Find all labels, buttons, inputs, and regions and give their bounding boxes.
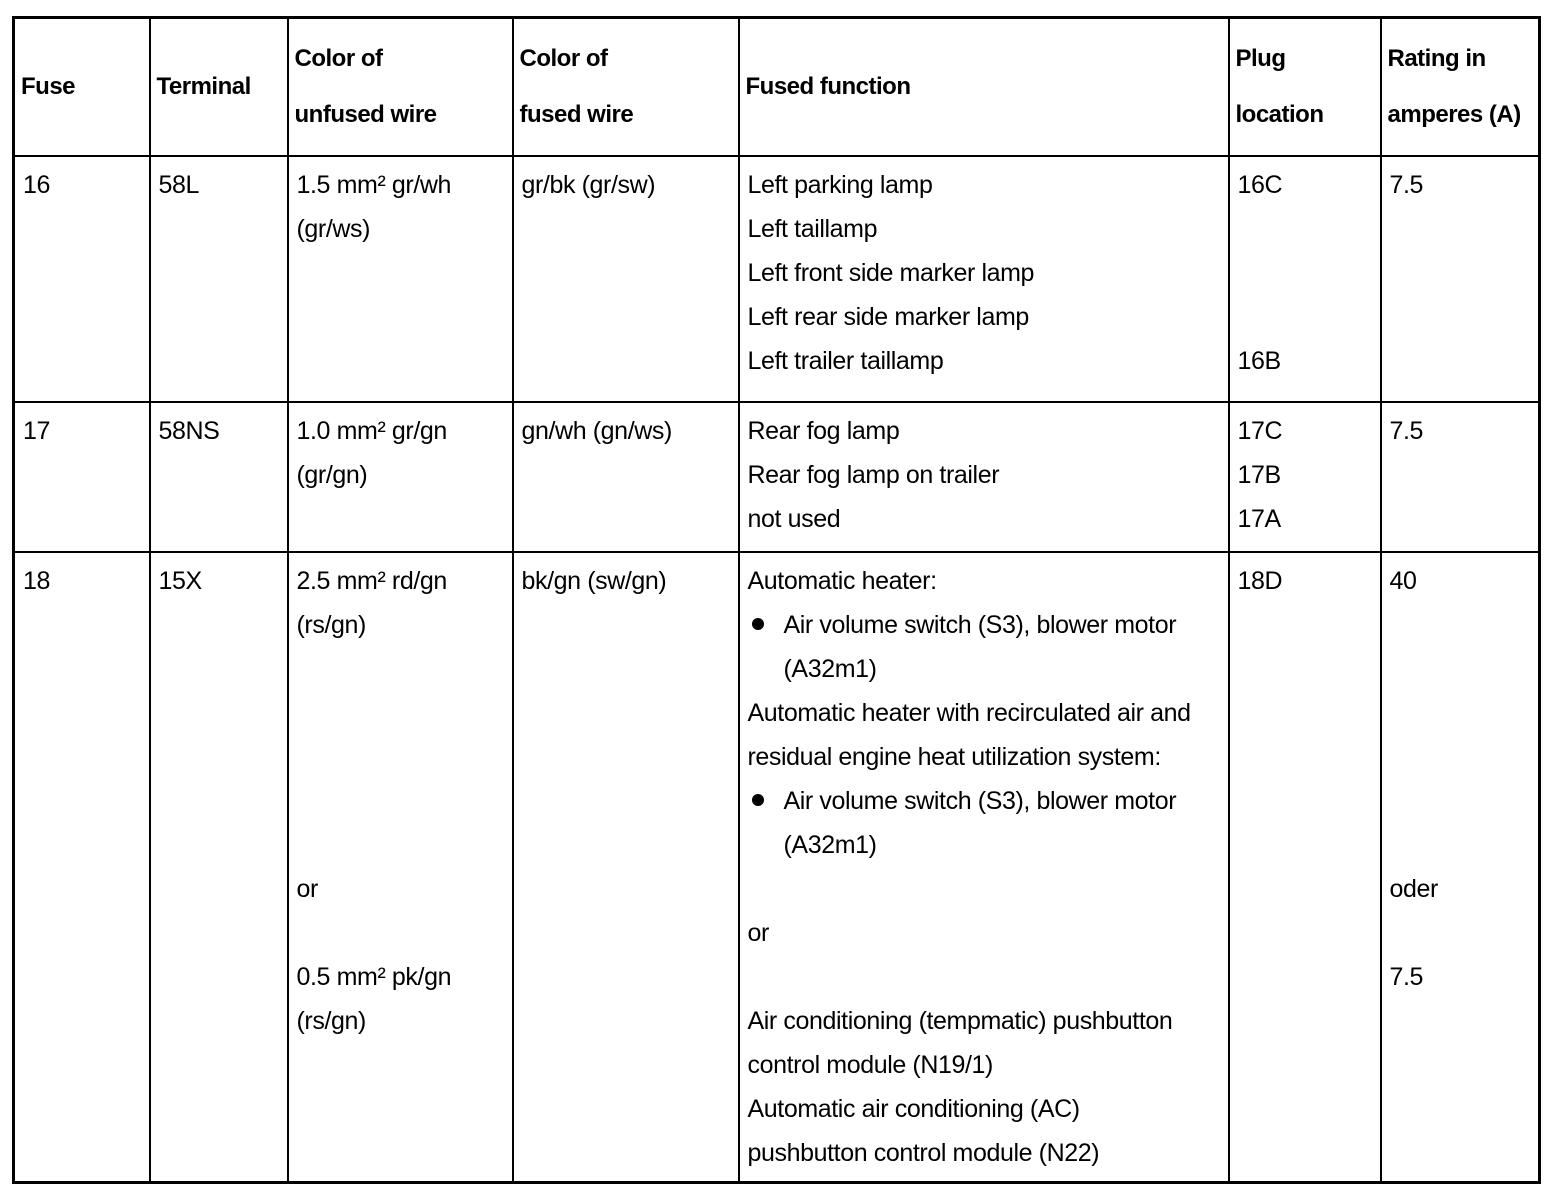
cell-fused-function: [739, 552, 1229, 1183]
header-row: [14, 18, 1540, 156]
header-terminal: Terminal: [150, 18, 288, 156]
plug-text: 17C: [1237, 416, 1283, 445]
fuse-table: [12, 16, 1541, 1184]
plug-text: 16C: [1237, 170, 1283, 199]
table-row: [14, 156, 1540, 402]
cell-fused-wire: bk/gn (sw/gn): [513, 552, 739, 1183]
wire-text: 1.5 mm² gr/wh: [296, 170, 452, 199]
cell-fused-wire: gn/wh (gn/ws): [513, 402, 739, 552]
cell-unfused-wire: [288, 402, 513, 552]
function-text: Left taillamp: [747, 214, 878, 243]
wire-text: (rs/gn): [296, 610, 366, 639]
wire-text: or: [296, 874, 318, 903]
cell-terminal: 58NS: [150, 402, 288, 552]
function-text: Rear fog lamp: [747, 416, 900, 445]
rating-text: oder: [1389, 874, 1438, 903]
function-text: Automatic heater:: [747, 566, 937, 595]
function-text: Automatic heater with recirculated air and: [747, 698, 1191, 727]
header-fuse: Fuse: [14, 18, 150, 156]
cell-plug-location: [1229, 156, 1381, 402]
wire-text: (gr/gn): [296, 460, 368, 489]
function-text: Automatic air conditioning (AC): [747, 1094, 1080, 1123]
cell-unfused-wire: [288, 156, 513, 402]
bullet-continuation: (A32m1): [783, 654, 877, 683]
cell-rating: [1381, 552, 1540, 1183]
header-unfused-wire: Color of unfused wire: [288, 18, 513, 156]
wire-text: 1.0 mm² gr/gn: [296, 416, 447, 445]
plug-text: 17A: [1237, 504, 1281, 533]
bullet-icon: [752, 618, 764, 630]
header-fused-function: Fused function: [739, 18, 1229, 156]
rating-text: 40: [1389, 566, 1417, 595]
plug-text: 18D: [1237, 566, 1283, 595]
cell-plug-location: [1229, 552, 1381, 1183]
cell-fused-function: [739, 156, 1229, 402]
cell-plug-location: [1229, 402, 1381, 552]
function-text: Left front side marker lamp: [747, 258, 1035, 287]
cell-terminal: 15X: [150, 552, 288, 1183]
header-fused-wire: Color of fused wire: [513, 18, 739, 156]
cell-fuse: 17: [14, 402, 150, 552]
rating-text: 7.5: [1389, 962, 1424, 991]
function-text: Left trailer taillamp: [747, 346, 944, 375]
wire-text: (rs/gn): [296, 1006, 366, 1035]
wire-text: (gr/ws): [296, 214, 371, 243]
cell-rating: 7.5: [1381, 402, 1540, 552]
cell-rating: 7.5: [1381, 156, 1540, 402]
function-text: Left parking lamp: [747, 170, 933, 199]
cell-fuse: 16: [14, 156, 150, 402]
function-text: pushbutton control module (N22): [747, 1138, 1100, 1167]
cell-unfused-wire: [288, 552, 513, 1183]
wire-text: 0.5 mm² pk/gn: [296, 962, 452, 991]
table-row: [14, 552, 1540, 1183]
table-row: [14, 402, 1540, 552]
cell-fused-function: [739, 402, 1229, 552]
function-text: Air conditioning (tempmatic) pushbutton: [747, 1006, 1173, 1035]
function-text: residual engine heat utilization system:: [747, 742, 1161, 771]
cell-terminal: 58L: [150, 156, 288, 402]
function-text: control module (N19/1): [747, 1050, 993, 1079]
plug-text: 16B: [1237, 346, 1281, 375]
bullet-item: Air volume switch (S3), blower motor: [748, 779, 1220, 823]
bullet-item: Air volume switch (S3), blower motor: [748, 603, 1220, 647]
wire-text: 2.5 mm² rd/gn: [296, 566, 447, 595]
header-plug-location: Plug location: [1229, 18, 1381, 156]
function-text: or: [747, 918, 769, 947]
cell-fuse: 18: [14, 552, 150, 1183]
function-text: Rear fog lamp on trailer: [747, 460, 1000, 489]
plug-text: 17B: [1237, 460, 1281, 489]
function-text: not used: [747, 504, 841, 533]
bullet-continuation: (A32m1): [783, 830, 877, 859]
cell-fused-wire: gr/bk (gr/sw): [513, 156, 739, 402]
bullet-icon: [752, 794, 764, 806]
function-text: Left rear side marker lamp: [747, 302, 1029, 331]
header-rating: Rating in amperes (A): [1381, 18, 1540, 156]
